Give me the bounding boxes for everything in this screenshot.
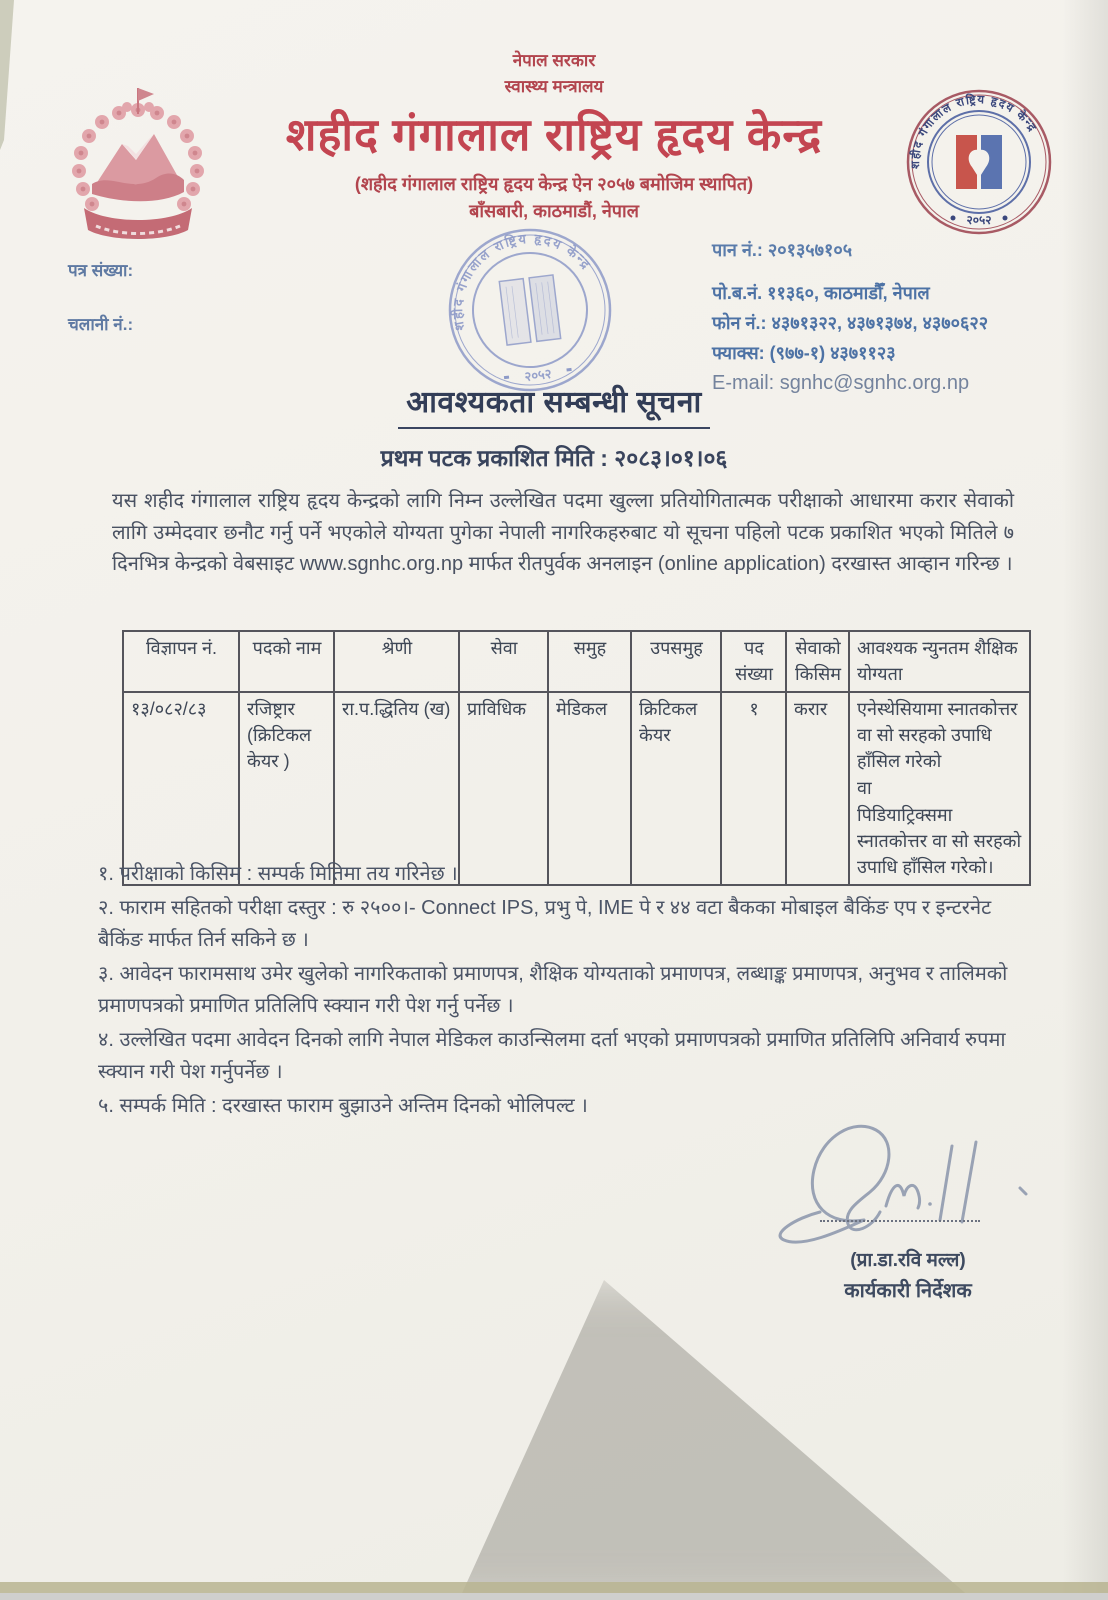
stamp-ring-text: शहीद गंगालाल राष्ट्रिय हृदय केन्द्र (449, 230, 595, 332)
col-header-ad-no: विज्ञापन नं. (123, 631, 239, 692)
cell-ad-no: १३/०८२/८३ (123, 692, 239, 885)
qualification-part-2: पिडियाट्रिक्समा स्नातकोत्तर वा सो सरहको उपाधि हाँसिल गरेको। (857, 805, 1022, 877)
signatory-title: कार्यकारी निर्देशक (844, 1280, 972, 1302)
letter-number-label: पत्र संख्या: (68, 261, 134, 280)
col-header-positions: पद संख्या (721, 631, 786, 692)
note-item-5: ५. सम्पर्क मिति : दरखास्त फाराम बुझाउने अन्तिम दिनको भोलिपल्ट । (98, 1095, 588, 1117)
organization-title: शहीद गंगालाल राष्ट्रिय हृदय केन्द्र (285, 109, 823, 160)
government-line: नेपाल सरकार (512, 51, 596, 70)
notice-body-paragraph: यस शहीद गंगालाल राष्ट्रिय हृदय केन्द्रको लागि निम्न उल्लेखित पदमा खुल्ला प्रतियोगितात्मक परीक्षाको आधारमा करार सेवाको लागि उम्मेदवार छनौट गर्नु पर्ने भएकोले योग्यता पुगेका नेपाली नागरिकहरुबाट यो सूचना पहिलो पटक प्रकाशित भएको मितिले ७ दिनभित्र केन्द्रको वेबसाइट www.sgnhc.org.np मार्फत रीतपुर्वक अनलाइन (online application) दरखास्त आव्हान गरिन्छ । (112, 490, 1014, 575)
address-line: बाँसबारी, काठमाडौं, नेपाल (469, 201, 639, 221)
col-header-post: पदको नाम (239, 631, 334, 692)
notes-list (98, 858, 1030, 1124)
note-item-1: १. परीक्षाको किसिम : सम्पर्क मितिमा तय गरिनेछ । (98, 863, 458, 885)
cell-post: रजिष्ट्रार (क्रिटिकल केयर ) (239, 692, 334, 885)
col-header-grade: श्रेणी (334, 631, 459, 692)
reference-block (68, 258, 133, 335)
notice-title: आवश्यकता सम्बन्धी सूचना (398, 380, 710, 429)
published-date-line: प्रथम पटक प्रकाशित मिति : २०८३।०१।०६ (380, 445, 728, 471)
signature-block (748, 1108, 1068, 1306)
cell-service-type: करार (786, 692, 849, 885)
qualification-or: वा (857, 778, 872, 798)
table-header-row (123, 631, 1030, 692)
seal-year: २०५२ (966, 213, 992, 227)
establishment-line: (शहीद गंगालाल राष्ट्रिय हृदय केन्द्र ऐन २०५७ बमोजिम स्थापित) (354, 174, 754, 194)
col-header-group: समुह (548, 631, 631, 692)
scan-bottom-strip (0, 1582, 1108, 1593)
stamp-year: २०५२ (523, 365, 553, 385)
notice-title-wrap (0, 380, 1108, 429)
sgnhc-blue-stamp-icon (426, 213, 634, 407)
col-header-service: सेवा (459, 631, 548, 692)
cell-qualification (849, 692, 1030, 885)
po-box-line: पो.ब.नं. ११३६०, काठमाडौँ, नेपाल (712, 283, 930, 303)
cell-service: प्राविधिक (459, 692, 548, 885)
scan-bottom-shadow (400, 1280, 1080, 1600)
sgnhc-seal-icon (905, 86, 1053, 238)
email-line: E-mail: sgnhc@sgnhc.org.np (712, 372, 970, 394)
signatory-name: (प्रा.डा.रवि मल्ल) (850, 1250, 966, 1271)
cell-group: मेडिकल (548, 692, 631, 885)
handwritten-signature (768, 1108, 1048, 1258)
note-item-4: ४. उल्लेखित पदमा आवेदन दिनको लागि नेपाल मेडिकल काउन्सिलमा दर्ता भएको प्रमाणपत्रको प्रमाणित प्रतिलिपि अनिवार्य रुपमा स्क्यान गरी पेश गर्नुपर्नेछ । (98, 1029, 1006, 1083)
fax-line: फ्याक्स: (९७७-१) ४३७११२३ (712, 343, 896, 363)
col-header-service-type: सेवाको किसिम (786, 631, 849, 692)
cell-grade: रा.प.द्धितिय (ख) (334, 692, 459, 885)
vacancy-table (122, 630, 1031, 886)
note-item-3: ३. आवेदन फारामसाथ उमेर खुलेको नागरिकताको प्रमाणपत्र, शैक्षिक योग्यताको प्रमाणपत्र, लब्धाङ्क प्रमाणपत्र, अनुभव र तालिमको प्रमाणपत्रको प्रमाणित प्रतिलिपि स्क्यान गरी पेश गर्नु पर्नेछ । (98, 963, 1008, 1017)
scan-bottom-edge (0, 1593, 1108, 1600)
cell-subgroup: क्रिटिकल केयर (631, 692, 721, 885)
note-item-2: २. फाराम सहितको परीक्षा दस्तुर : रु २५००।- Connect IPS, प्रभु पे, IME पे र ४४ वटा बैकका मोबाइल बैकिंङ एप र इन्टरनेट बैकिंङ मार्फत तिर्न सकिने छ । (98, 897, 992, 951)
cell-positions: १ (721, 692, 786, 885)
phone-line: फोन नं.: ४३७१३२२, ४३७१३७४, ४३७०६२२ (712, 313, 989, 333)
col-header-subgroup: उपसमुह (631, 631, 721, 692)
col-header-qualification: आवश्यक न्युनतम शैक्षिक योग्यता (849, 631, 1030, 692)
seal-ring-text: शहीद गंगालाल राष्ट्रिय हृदय केन्द्र (909, 94, 1039, 169)
signature-dotted-line (820, 1220, 980, 1222)
contact-block (712, 238, 1102, 398)
ministry-line: स्वास्थ्य मन्त्रालय (504, 77, 604, 96)
pan-number: पान नं.: २०१३५७१०५ (712, 240, 853, 260)
qualification-part-1: एनेस्थेसियामा स्नातकोत्तर वा सो सरहको उपाधि हाँसिल गरेको (857, 699, 1018, 771)
table-row (123, 692, 1030, 885)
dispatch-number-label: चलानी नं.: (68, 315, 134, 334)
